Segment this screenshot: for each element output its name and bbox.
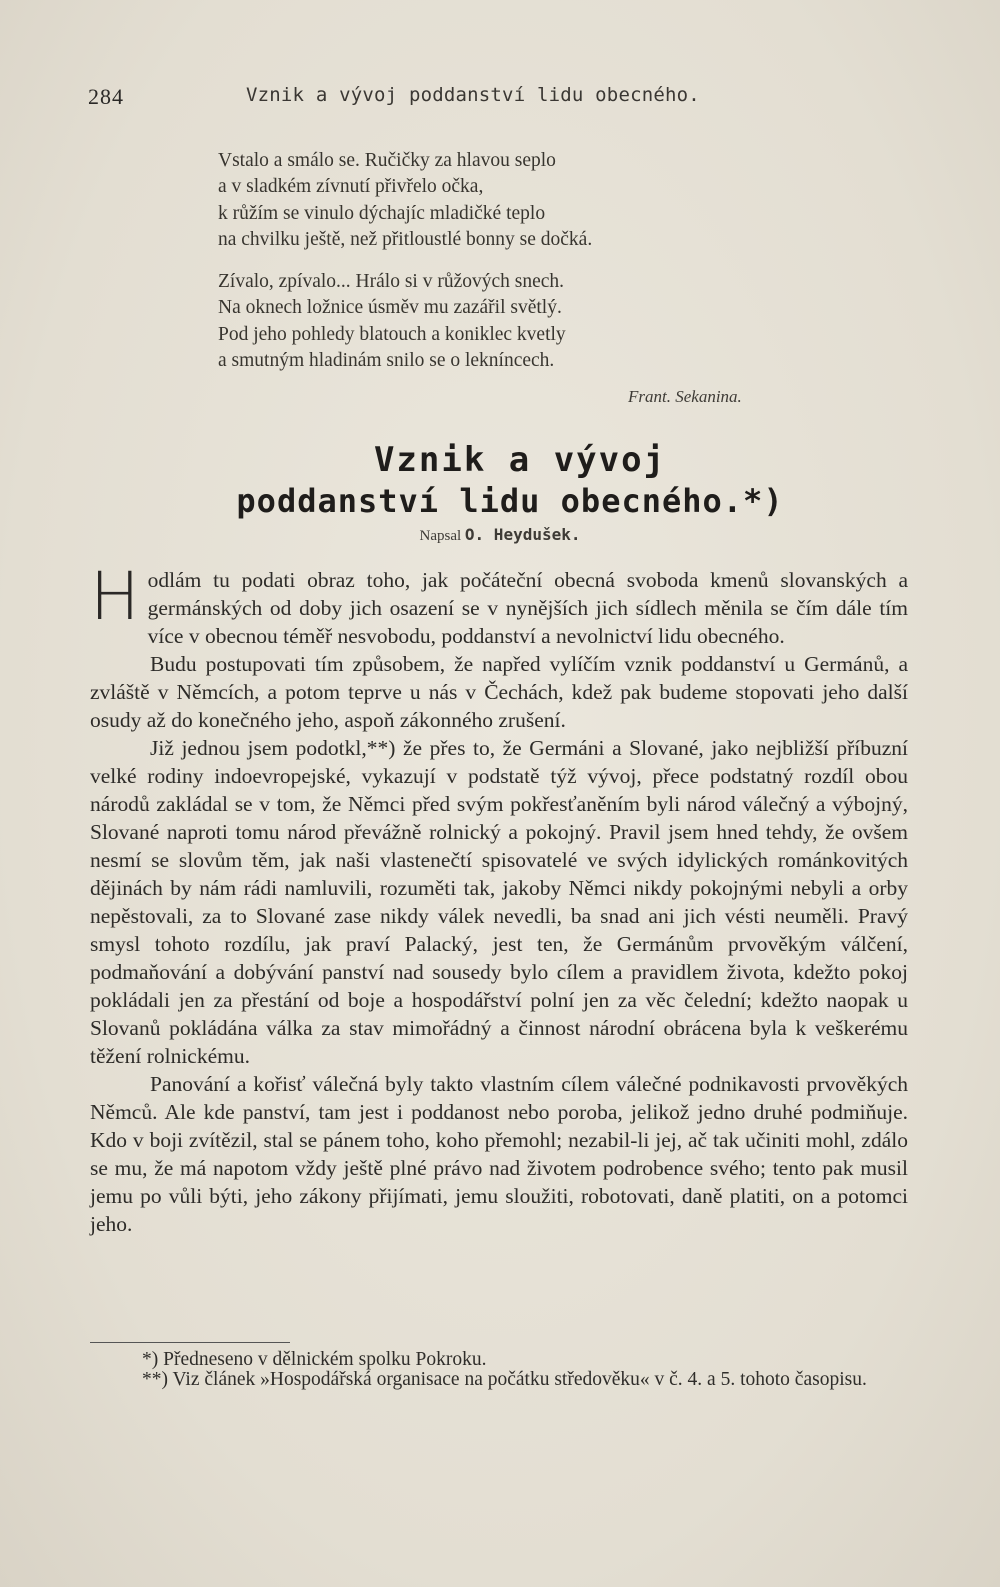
footnote-2: **) Viz článek »Hospodářská organisace na počátku středověku« v č. 4. a 5. tohoto časopisu.	[142, 1369, 867, 1390]
paragraph-4	[90, 1070, 908, 1238]
poem-line: na chvilku ještě, než přitloustlé bonny se dočká.	[218, 228, 593, 250]
poem-line: Pod jeho pohledy blatouch a koniklec kvetly	[218, 323, 566, 345]
poem-line: Vstalo a smálo se. Ručičky za hlavou seplo	[218, 150, 556, 171]
paragraph-text: Budu postupovati tím způsobem, že napřed vylíčím vznik poddanství u Germánů, a zvláště v Němcích, a potom teprve u nás v Čechách, kdež pak budeme stopovati jeho další osudy až do konečného jeho, aspoň zákonného zrušení.	[90, 652, 908, 732]
poem-line: Zívalo, zpívalo... Hrálo si v růžových snech.	[218, 271, 565, 293]
paragraph-text: Panování a kořisť válečná byly takto vlastním cílem válečné podnikavosti prvověkých Němců. Ale kde panství, tam jest i poddanost nebo poroba, jelikož jedno druhé podmiňuje. Kdo v boji zvítězil, stal se pánem toho, koho přemohl; nezabil-li jej, ač tak učiniti mohl, zdálo se mu, že má napotom vždy ještě plné právo nad životem podrobence svého; tento pak musil jemu po vůli býti, jeho zákony přijímati, jemu sloužiti, robotovati, daně platiti, on a potomci jeho.	[90, 1072, 908, 1236]
page-number: 284	[88, 84, 124, 109]
paragraph-text: Již jednou jsem podotkl,**) že přes to, že Germáni a Slované, jako nejbližší příbuzní velké rodiny indoevropejské, vykazují v podstatě týž vývoj, přece podstatný rozdíl obou národů zakládal se v tom, že Němci před svým pokřesťaněním byli národ válečný a výbojný, Slované naproti tomu národ převážně rolnický a pokojný. Pravil jsem hned tehdy, že ovšem nesmí se slovům těm, jak naši vlastenečtí spisovatelé ve svých idylických románkovitých dějinách by nám rádi namluvili, rozuměti tak, jakoby Němci nikdy pokojnými nebyli a orby nepěstovali, za to Slované zase nikdy válek nevedli, ba snad ani jich vésti neuměli. Pravý smysl tohoto rozdílu, jak praví Palacký, jest ten, že Germánům prvověkým válčení, podmaňování a dobývání panství nad sousedy bylo cílem a pravidlem života, kdežto pokoj pokládali jen za přestání od boje a hospodářství polní jen za věc čelední; kdežto naopak u Slovanů pokládána válka za stav mimořádný a činnost národní obrácena byla k veškerému těžení rolnickému.	[90, 736, 908, 1068]
running-title: Vznik a vývoj poddanství lidu obecného.	[246, 84, 700, 106]
page-header	[88, 84, 908, 112]
paragraph-3	[90, 734, 908, 1070]
byline	[0, 525, 1000, 545]
footnote-1: *) Předneseno v dělnickém spolku Pokroku.	[142, 1349, 487, 1370]
footnotes	[90, 1350, 908, 1390]
byline-author: O. Heydušek.	[464, 525, 581, 544]
article-title-line-2: poddanství lidu obecného.*)	[236, 482, 784, 520]
poem-stanza-1	[218, 148, 818, 253]
paragraph-1	[90, 558, 908, 650]
poem-line: a v sladkém zívnutí přivřelo očka,	[218, 176, 484, 198]
article-title-line-1: Vznik a vývoj	[373, 440, 667, 480]
footnote-rule	[90, 1342, 290, 1343]
drop-cap: H	[90, 558, 140, 635]
article-body	[90, 558, 908, 1238]
paragraph-text: odlám tu podati obraz toho, jak počáteční obecná svoboda kmenů slovanských a germánských od doby jich osazení se v nynějších jich sídlech měnila se čím dále tím více v obecnou téměř nesvobodu, poddanství a nevolnictví lidu obecného.	[147, 568, 908, 648]
poem-line: a smutným hladinám snilo se o lekníncech.	[218, 350, 555, 372]
poem-line: Na oknech ložnice úsměv mu zazářil světlý.	[218, 297, 562, 319]
paragraph-2	[90, 650, 908, 734]
poem-stanza-2	[218, 269, 818, 374]
poem-line: k růžím se vinulo dýchajíc mladičké teplo	[218, 202, 546, 224]
poem-signature: Frant. Sekanina.	[628, 387, 742, 406]
byline-prefix: Napsal	[419, 528, 462, 544]
poem	[218, 148, 818, 390]
